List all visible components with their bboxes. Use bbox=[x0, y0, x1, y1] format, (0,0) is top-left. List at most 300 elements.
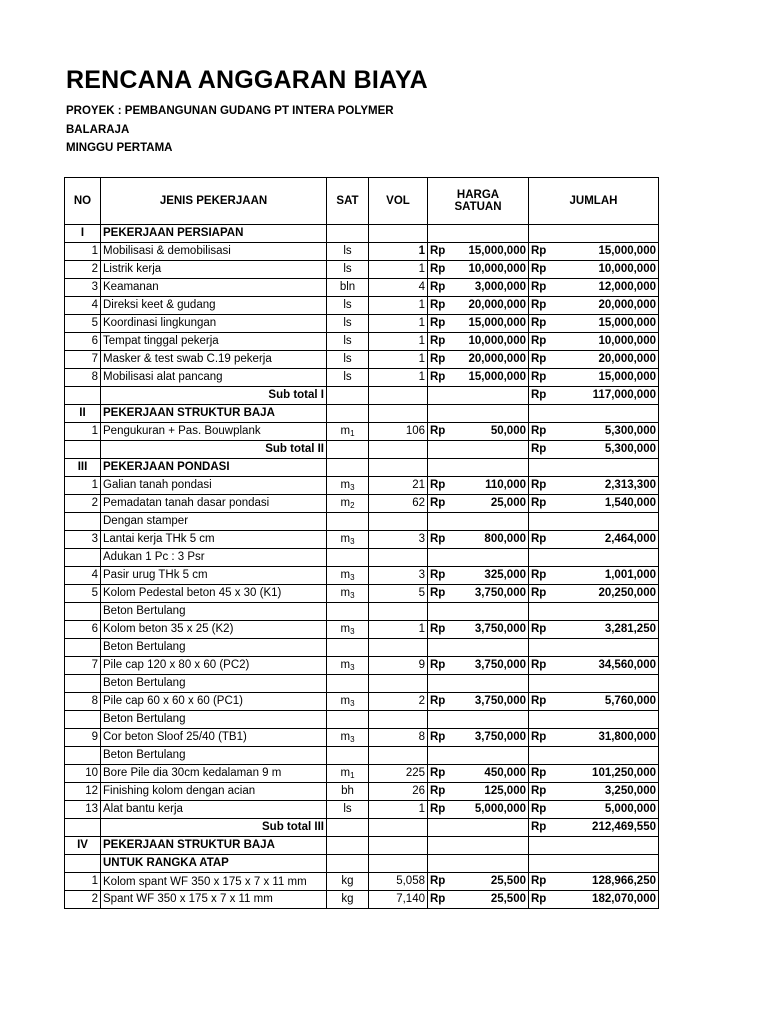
header-no: NO bbox=[65, 178, 101, 225]
item-volume: 106 bbox=[369, 423, 428, 441]
currency-label: Rp bbox=[430, 425, 446, 437]
total-cell bbox=[529, 225, 659, 243]
total-cell bbox=[529, 459, 659, 477]
item-volume: 26 bbox=[369, 783, 428, 801]
item-volume: 225 bbox=[369, 765, 428, 783]
section-title: PEKERJAAN STRUKTUR BAJA bbox=[101, 405, 327, 423]
item-note: Beton Bertulang bbox=[101, 603, 327, 621]
unit-price bbox=[428, 765, 529, 783]
item-number: 1 bbox=[65, 423, 101, 441]
item-total bbox=[529, 297, 659, 315]
unit-text: ls bbox=[343, 245, 352, 257]
table-row bbox=[65, 675, 659, 693]
item-total bbox=[529, 333, 659, 351]
header-price-line1: HARGA bbox=[456, 189, 500, 201]
section-title: UNTUK RANGKA ATAP bbox=[101, 855, 327, 873]
unit-cell bbox=[327, 513, 369, 531]
unit-price-value: 10,000,000 bbox=[468, 335, 526, 347]
currency-label: Rp bbox=[531, 245, 547, 257]
table-row bbox=[65, 783, 659, 801]
currency-label: Rp bbox=[430, 497, 446, 509]
item-unit bbox=[327, 423, 369, 441]
currency-label: Rp bbox=[430, 299, 446, 311]
item-total-value: 3,250,000 bbox=[604, 785, 656, 797]
unit-price-value: 20,000,000 bbox=[468, 353, 526, 365]
unit-text: m bbox=[340, 623, 351, 635]
currency-label: Rp bbox=[531, 263, 547, 275]
unit-text: ls bbox=[343, 803, 352, 815]
item-number: 2 bbox=[65, 261, 101, 279]
item-total bbox=[529, 495, 659, 513]
unit-text: ls bbox=[343, 371, 352, 383]
item-total-value: 101,250,000 bbox=[592, 767, 656, 779]
item-total-value: 1,001,000 bbox=[604, 569, 656, 581]
item-total-value: 34,560,000 bbox=[598, 659, 656, 671]
item-name: Cor beton Sloof 25/40 (TB1) bbox=[101, 729, 327, 747]
currency-label: Rp bbox=[531, 587, 547, 599]
currency-label: Rp bbox=[531, 425, 547, 437]
vol-cell bbox=[369, 603, 428, 621]
no-cell bbox=[65, 603, 101, 621]
unit-price bbox=[428, 279, 529, 297]
table-row bbox=[65, 513, 659, 531]
subtotal-amount bbox=[529, 441, 659, 459]
table-body bbox=[65, 225, 659, 909]
currency-label: Rp bbox=[430, 479, 446, 491]
currency-label: Rp bbox=[430, 281, 446, 293]
no-cell bbox=[65, 747, 101, 765]
unit-price-value: 15,000,000 bbox=[468, 371, 526, 383]
item-number: 10 bbox=[65, 765, 101, 783]
item-number: 3 bbox=[65, 531, 101, 549]
unit-price bbox=[428, 531, 529, 549]
item-name: Kolom spant WF 350 x 175 x 7 x 11 mm bbox=[101, 873, 327, 891]
item-number: 2 bbox=[65, 891, 101, 909]
vol-cell bbox=[369, 513, 428, 531]
unit-cell bbox=[327, 387, 369, 405]
unit-cell bbox=[327, 639, 369, 657]
item-volume: 5,058 bbox=[369, 873, 428, 891]
unit-price-value: 25,500 bbox=[490, 875, 526, 887]
item-total-value: 20,250,000 bbox=[598, 587, 656, 599]
item-unit bbox=[327, 495, 369, 513]
table-row bbox=[65, 315, 659, 333]
unit-price bbox=[428, 333, 529, 351]
unit-price bbox=[428, 351, 529, 369]
item-total bbox=[529, 531, 659, 549]
section-title: PEKERJAAN PERSIAPAN bbox=[101, 225, 327, 243]
item-total bbox=[529, 891, 659, 909]
subtotal-amount-value: 5,300,000 bbox=[604, 443, 656, 455]
price-cell bbox=[428, 513, 529, 531]
item-volume: 3 bbox=[369, 531, 428, 549]
unit-cell bbox=[327, 459, 369, 477]
item-total bbox=[529, 873, 659, 891]
currency-label: Rp bbox=[531, 317, 547, 329]
subtotal-row bbox=[65, 819, 659, 837]
unit-price bbox=[428, 297, 529, 315]
unit-cell bbox=[327, 855, 369, 873]
table-row bbox=[65, 711, 659, 729]
table-row bbox=[65, 891, 659, 909]
table-row bbox=[65, 585, 659, 603]
vol-cell bbox=[369, 441, 428, 459]
item-unit bbox=[327, 891, 369, 909]
vol-cell bbox=[369, 549, 428, 567]
item-name: Masker & test swab C.19 pekerja bbox=[101, 351, 327, 369]
table-row bbox=[65, 495, 659, 513]
item-volume: 9 bbox=[369, 657, 428, 675]
item-total bbox=[529, 315, 659, 333]
item-number: 7 bbox=[65, 657, 101, 675]
currency-label: Rp bbox=[531, 389, 547, 401]
item-unit bbox=[327, 315, 369, 333]
currency-label: Rp bbox=[531, 533, 547, 545]
item-total-value: 2,313,300 bbox=[604, 479, 656, 491]
item-volume: 2 bbox=[369, 693, 428, 711]
price-cell bbox=[428, 405, 529, 423]
price-cell bbox=[428, 603, 529, 621]
subtotal-amount-value: 212,469,550 bbox=[592, 821, 656, 833]
item-note: Beton Bertulang bbox=[101, 711, 327, 729]
no-cell bbox=[65, 711, 101, 729]
item-name: Tempat tinggal pekerja bbox=[101, 333, 327, 351]
unit-cell bbox=[327, 405, 369, 423]
item-unit bbox=[327, 693, 369, 711]
section-number: IV bbox=[65, 837, 101, 855]
unit-text: m bbox=[340, 569, 351, 581]
item-number: 4 bbox=[65, 567, 101, 585]
unit-text: m bbox=[340, 695, 351, 707]
item-note: Beton Bertulang bbox=[101, 639, 327, 657]
item-unit bbox=[327, 279, 369, 297]
unit-exponent: 1 bbox=[350, 429, 355, 438]
no-cell bbox=[65, 549, 101, 567]
unit-price-value: 25,500 bbox=[490, 893, 526, 905]
unit-price bbox=[428, 621, 529, 639]
table-row bbox=[65, 477, 659, 495]
subtotal-row bbox=[65, 441, 659, 459]
price-cell bbox=[428, 459, 529, 477]
currency-label: Rp bbox=[531, 479, 547, 491]
item-total bbox=[529, 567, 659, 585]
unit-price-value: 50,000 bbox=[490, 425, 526, 437]
vol-cell bbox=[369, 747, 428, 765]
item-volume: 1 bbox=[369, 261, 428, 279]
total-cell bbox=[529, 405, 659, 423]
currency-label: Rp bbox=[430, 569, 446, 581]
item-total bbox=[529, 423, 659, 441]
currency-label: Rp bbox=[430, 731, 446, 743]
currency-label: Rp bbox=[430, 335, 446, 347]
item-note: Beton Bertulang bbox=[101, 747, 327, 765]
total-cell bbox=[529, 675, 659, 693]
item-name: Spant WF 350 x 175 x 7 x 11 mm bbox=[101, 891, 327, 909]
unit-price-value: 25,000 bbox=[490, 497, 526, 509]
item-total-value: 12,000,000 bbox=[598, 281, 656, 293]
budget-table bbox=[64, 177, 659, 909]
unit-exponent: 3 bbox=[350, 591, 355, 600]
item-total bbox=[529, 621, 659, 639]
unit-exponent: 2 bbox=[350, 501, 355, 510]
item-total bbox=[529, 729, 659, 747]
unit-text: ls bbox=[343, 317, 352, 329]
currency-label: Rp bbox=[430, 263, 446, 275]
price-cell bbox=[428, 225, 529, 243]
currency-label: Rp bbox=[430, 371, 446, 383]
unit-text: m bbox=[340, 533, 351, 545]
item-unit bbox=[327, 783, 369, 801]
currency-label: Rp bbox=[531, 335, 547, 347]
item-unit bbox=[327, 531, 369, 549]
item-number: 8 bbox=[65, 693, 101, 711]
unit-price bbox=[428, 567, 529, 585]
unit-text: m bbox=[340, 767, 351, 779]
section-title: PEKERJAAN STRUKTUR BAJA bbox=[101, 837, 327, 855]
item-number: 1 bbox=[65, 873, 101, 891]
item-name: Pasir urug THk 5 cm bbox=[101, 567, 327, 585]
item-total-value: 128,966,250 bbox=[592, 875, 656, 887]
unit-cell bbox=[327, 837, 369, 855]
item-total-value: 15,000,000 bbox=[598, 371, 656, 383]
table-row bbox=[65, 873, 659, 891]
item-total bbox=[529, 351, 659, 369]
item-number: 1 bbox=[65, 243, 101, 261]
item-unit bbox=[327, 765, 369, 783]
unit-price-value: 20,000,000 bbox=[468, 299, 526, 311]
page-title: RENCANA ANGGARAN BIAYA bbox=[66, 66, 428, 94]
item-number: 7 bbox=[65, 351, 101, 369]
unit-price bbox=[428, 873, 529, 891]
price-cell bbox=[428, 711, 529, 729]
currency-label: Rp bbox=[531, 875, 547, 887]
item-number: 8 bbox=[65, 369, 101, 387]
item-note: Beton Bertulang bbox=[101, 675, 327, 693]
item-unit bbox=[327, 801, 369, 819]
unit-text: ls bbox=[343, 299, 352, 311]
table-row bbox=[65, 567, 659, 585]
unit-exponent: 3 bbox=[350, 483, 355, 492]
unit-price-value: 3,000,000 bbox=[474, 281, 526, 293]
total-cell bbox=[529, 513, 659, 531]
item-name: Listrik kerja bbox=[101, 261, 327, 279]
vol-cell bbox=[369, 855, 428, 873]
section-number bbox=[65, 855, 101, 873]
item-total-value: 5,760,000 bbox=[604, 695, 656, 707]
no-cell bbox=[65, 441, 101, 459]
unit-price-value: 15,000,000 bbox=[468, 317, 526, 329]
item-volume: 1 bbox=[369, 333, 428, 351]
subtotal-label: Sub total II bbox=[101, 441, 327, 459]
subtotal-label: Sub total III bbox=[101, 819, 327, 837]
unit-price-value: 15,000,000 bbox=[468, 245, 526, 257]
unit-text: m bbox=[340, 659, 351, 671]
unit-cell bbox=[327, 549, 369, 567]
currency-label: Rp bbox=[531, 767, 547, 779]
no-cell bbox=[65, 819, 101, 837]
item-total-value: 15,000,000 bbox=[598, 245, 656, 257]
item-name: Pile cap 120 x 80 x 60 (PC2) bbox=[101, 657, 327, 675]
unit-cell bbox=[327, 711, 369, 729]
currency-label: Rp bbox=[531, 281, 547, 293]
table-header-row bbox=[65, 178, 659, 225]
subtotal-amount bbox=[529, 819, 659, 837]
unit-price-value: 450,000 bbox=[484, 767, 526, 779]
project-location: BALARAJA bbox=[66, 124, 130, 136]
item-total bbox=[529, 585, 659, 603]
item-total-value: 5,000,000 bbox=[604, 803, 656, 815]
currency-label: Rp bbox=[531, 353, 547, 365]
currency-label: Rp bbox=[531, 569, 547, 581]
item-unit bbox=[327, 657, 369, 675]
header-job: JENIS PEKERJAAN bbox=[101, 178, 327, 225]
total-cell bbox=[529, 639, 659, 657]
item-number: 5 bbox=[65, 315, 101, 333]
section-number: III bbox=[65, 459, 101, 477]
currency-label: Rp bbox=[430, 803, 446, 815]
item-number: 5 bbox=[65, 585, 101, 603]
item-total-value: 182,070,000 bbox=[592, 893, 656, 905]
section-number: II bbox=[65, 405, 101, 423]
unit-price-value: 325,000 bbox=[484, 569, 526, 581]
item-unit bbox=[327, 477, 369, 495]
section-title: PEKERJAAN PONDASI bbox=[101, 459, 327, 477]
item-name: Pemadatan tanah dasar pondasi bbox=[101, 495, 327, 513]
currency-label: Rp bbox=[531, 695, 547, 707]
section-row bbox=[65, 459, 659, 477]
unit-price-value: 3,750,000 bbox=[474, 623, 526, 635]
item-total-value: 5,300,000 bbox=[604, 425, 656, 437]
unit-price bbox=[428, 585, 529, 603]
unit-price bbox=[428, 693, 529, 711]
currency-label: Rp bbox=[531, 443, 547, 455]
no-cell bbox=[65, 675, 101, 693]
table-row bbox=[65, 729, 659, 747]
item-name: Direksi keet & gudang bbox=[101, 297, 327, 315]
section-row bbox=[65, 855, 659, 873]
unit-exponent: 3 bbox=[350, 627, 355, 636]
table-row bbox=[65, 693, 659, 711]
currency-label: Rp bbox=[430, 587, 446, 599]
unit-text: m bbox=[340, 731, 351, 743]
item-name: Koordinasi lingkungan bbox=[101, 315, 327, 333]
currency-label: Rp bbox=[430, 245, 446, 257]
unit-text: ls bbox=[343, 335, 352, 347]
table-row bbox=[65, 333, 659, 351]
subtotal-amount-value: 117,000,000 bbox=[592, 389, 656, 401]
vol-cell bbox=[369, 711, 428, 729]
unit-exponent: 3 bbox=[350, 573, 355, 582]
currency-label: Rp bbox=[531, 821, 547, 833]
item-total-value: 20,000,000 bbox=[598, 299, 656, 311]
item-total bbox=[529, 801, 659, 819]
table-row bbox=[65, 549, 659, 567]
unit-price-value: 3,750,000 bbox=[474, 659, 526, 671]
item-total-value: 15,000,000 bbox=[598, 317, 656, 329]
table-row bbox=[65, 369, 659, 387]
currency-label: Rp bbox=[430, 875, 446, 887]
table-row bbox=[65, 351, 659, 369]
item-volume: 1 bbox=[369, 315, 428, 333]
total-cell bbox=[529, 549, 659, 567]
price-cell bbox=[428, 819, 529, 837]
item-total-value: 3,281,250 bbox=[604, 623, 656, 635]
item-total bbox=[529, 765, 659, 783]
vol-cell bbox=[369, 225, 428, 243]
item-number: 6 bbox=[65, 621, 101, 639]
table-row bbox=[65, 657, 659, 675]
item-total bbox=[529, 657, 659, 675]
currency-label: Rp bbox=[531, 785, 547, 797]
table-row bbox=[65, 243, 659, 261]
item-volume: 8 bbox=[369, 729, 428, 747]
item-number: 12 bbox=[65, 783, 101, 801]
table-row bbox=[65, 261, 659, 279]
header-price-line2: SATUAN bbox=[454, 201, 502, 213]
unit-exponent: 3 bbox=[350, 663, 355, 672]
unit-exponent: 3 bbox=[350, 735, 355, 744]
project-period: MINGGU PERTAMA bbox=[66, 142, 173, 154]
item-total bbox=[529, 243, 659, 261]
item-number: 9 bbox=[65, 729, 101, 747]
table-row bbox=[65, 423, 659, 441]
item-volume: 62 bbox=[369, 495, 428, 513]
item-volume: 1 bbox=[369, 369, 428, 387]
vol-cell bbox=[369, 675, 428, 693]
unit-price bbox=[428, 495, 529, 513]
currency-label: Rp bbox=[430, 767, 446, 779]
table-row bbox=[65, 747, 659, 765]
currency-label: Rp bbox=[531, 299, 547, 311]
item-volume: 1 bbox=[369, 297, 428, 315]
item-total bbox=[529, 279, 659, 297]
unit-price-value: 800,000 bbox=[484, 533, 526, 545]
item-unit bbox=[327, 351, 369, 369]
unit-price-value: 110,000 bbox=[485, 479, 526, 491]
subtotal-label: Sub total I bbox=[101, 387, 327, 405]
item-unit bbox=[327, 243, 369, 261]
header-vol: VOL bbox=[369, 178, 428, 225]
item-name: Mobilisasi & demobilisasi bbox=[101, 243, 327, 261]
vol-cell bbox=[369, 459, 428, 477]
price-cell bbox=[428, 387, 529, 405]
currency-label: Rp bbox=[531, 731, 547, 743]
item-number: 1 bbox=[65, 477, 101, 495]
item-name: Pile cap 60 x 60 x 60 (PC1) bbox=[101, 693, 327, 711]
item-name: Alat bantu kerja bbox=[101, 801, 327, 819]
item-volume: 1 bbox=[369, 243, 428, 261]
unit-price-value: 5,000,000 bbox=[474, 803, 526, 815]
item-name: Pengukuran + Pas. Bouwplank bbox=[101, 423, 327, 441]
item-note: Dengan stamper bbox=[101, 513, 327, 531]
item-total bbox=[529, 783, 659, 801]
table-row bbox=[65, 531, 659, 549]
item-total bbox=[529, 693, 659, 711]
currency-label: Rp bbox=[531, 893, 547, 905]
no-cell bbox=[65, 387, 101, 405]
item-number: 2 bbox=[65, 495, 101, 513]
item-volume: 4 bbox=[369, 279, 428, 297]
item-total bbox=[529, 477, 659, 495]
price-cell bbox=[428, 855, 529, 873]
item-unit bbox=[327, 585, 369, 603]
unit-price bbox=[428, 315, 529, 333]
no-cell bbox=[65, 639, 101, 657]
price-cell bbox=[428, 639, 529, 657]
price-cell bbox=[428, 549, 529, 567]
unit-price bbox=[428, 729, 529, 747]
item-number: 3 bbox=[65, 279, 101, 297]
